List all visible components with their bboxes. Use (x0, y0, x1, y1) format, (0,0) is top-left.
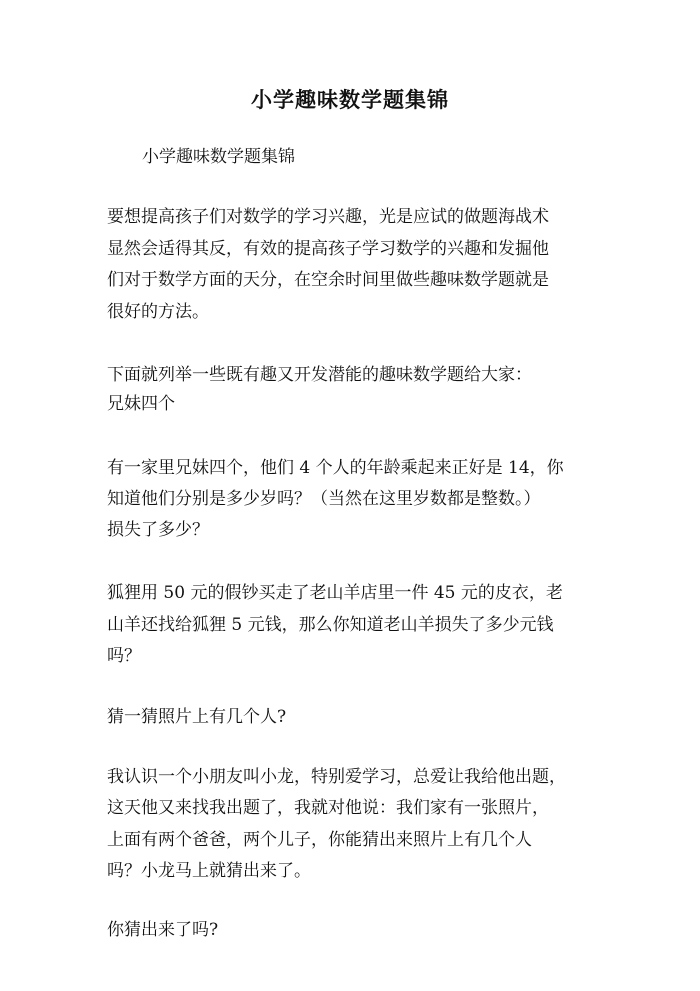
subtitle: 小学趣味数学题集锦 (142, 147, 295, 167)
question-text-line: 知道他们分别是多少岁吗？（当然在这里岁数都是整数。） (107, 489, 541, 509)
question-text-line: 狐狸用 50 元的假钞买走了老山羊店里一件 45 元的皮衣，老 (107, 583, 563, 603)
intro-line: 很好的方法。 (107, 302, 209, 322)
question-text-line: 这天他又来找我出题了，我就对他说：我们家有一张照片， (107, 798, 549, 818)
question-heading: 兄妹四个 (107, 394, 175, 414)
question-text-line: 山羊还找给狐狸 5 元钱，那么你知道老山羊损失了多少元钱 (107, 615, 554, 635)
question-heading: 猜一猜照片上有几个人? (107, 707, 287, 727)
question-text-line: 吗？小龙马上就猜出来了。 (107, 861, 311, 881)
intro-line: 们对于数学方面的天分，在空余时间里做些趣味数学题就是 (107, 270, 549, 290)
question-text-line: 吗？ (107, 646, 141, 666)
question-heading: 损失了多少？ (107, 520, 209, 540)
list-intro: 下面就列举一些既有趣又开发潜能的趣味数学题给大家： (107, 365, 532, 385)
question-text-line: 有一家里兄妹四个，他们 4 个人的年龄乘起来正好是 14，你 (107, 458, 564, 478)
question-text-line: 我认识一个小朋友叫小龙，特别爱学习，总爱让我给他出题， (107, 767, 566, 787)
intro-line: 显然会适得其反，有效的提高孩子学习数学的兴趣和发掘他 (107, 239, 549, 259)
page-title: 小学趣味数学题集锦 (251, 87, 449, 112)
question-text-line: 上面有两个爸爸，两个儿子，你能猜出来照片上有几个人 (107, 830, 532, 850)
intro-line: 要想提高孩子们对数学的学习兴趣，光是应试的做题海战术 (107, 207, 549, 227)
closing-question: 你猜出来了吗? (107, 920, 219, 940)
